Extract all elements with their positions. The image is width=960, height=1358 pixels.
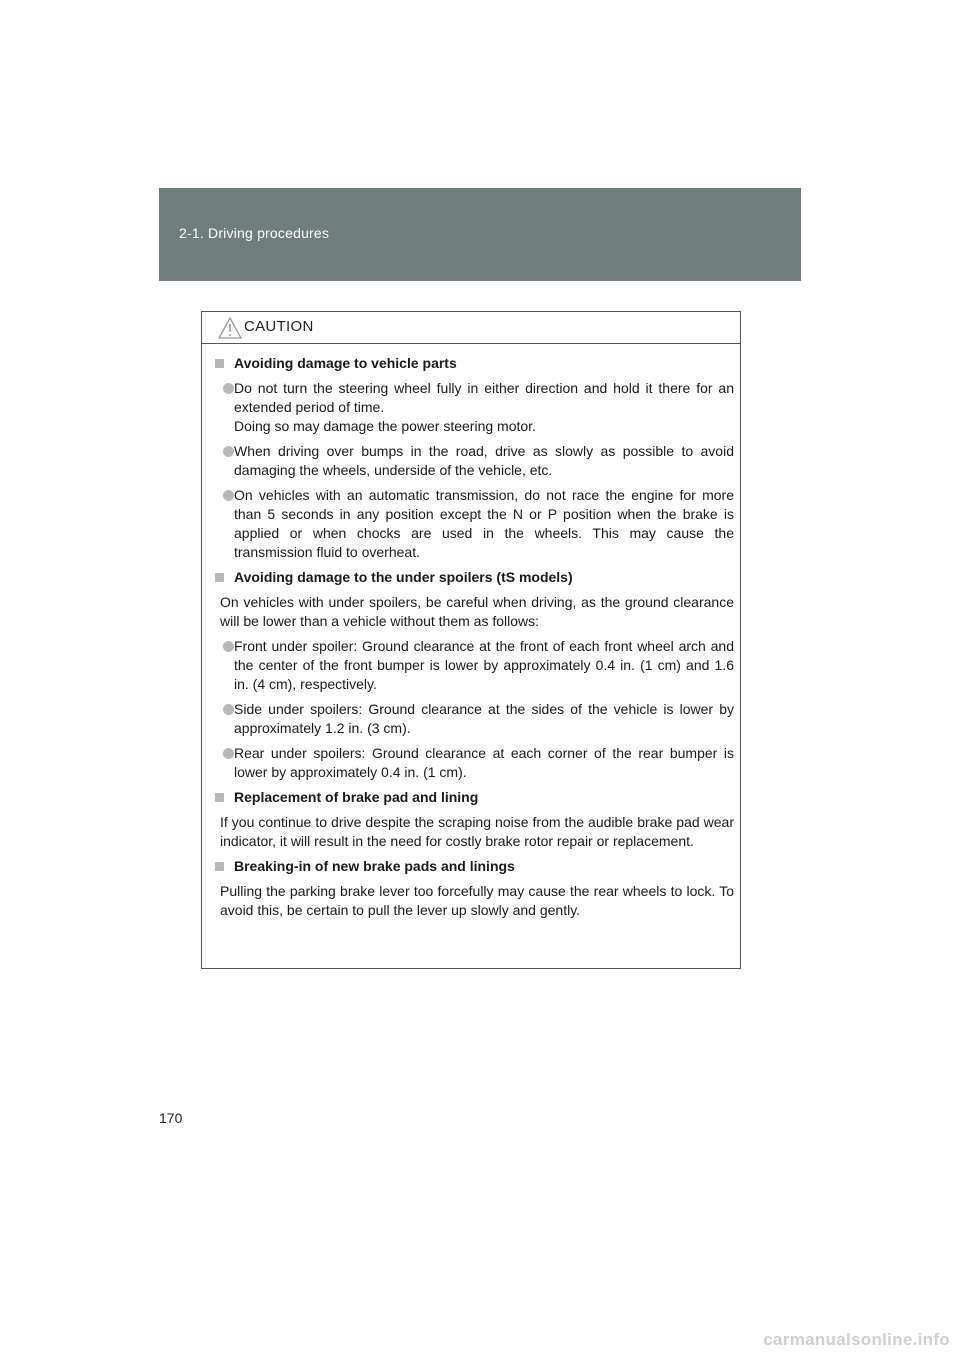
section-title: 2-1. Driving procedures xyxy=(179,225,330,241)
circle-bullet-icon xyxy=(223,748,234,759)
page-number: 170 xyxy=(159,1110,183,1126)
caution-box xyxy=(201,311,741,969)
paragraph: Pulling the parking brake lever too forcefully may cause the rear wheels to lock. To avoid this, be certain to pull the lever up slowly and gently. xyxy=(220,883,734,918)
square-bullet-icon xyxy=(215,573,224,582)
circle-bullet-icon xyxy=(223,704,234,715)
watermark: carmanualsonline.info xyxy=(763,1330,950,1349)
circle-bullet-icon xyxy=(223,446,234,457)
list-item: On vehicles with an automatic transmission, do not race the engine for more than 5 seconds in any position except the N or P position when the brake is applied or when chocks are used in the wheels. This may cause the transmission fluid to overheat. xyxy=(202,486,734,562)
list-item: When driving over bumps in the road, drive as slowly as possible to avoid damaging the wheels, underside of the vehicle, etc. xyxy=(202,442,734,480)
paragraph: On vehicles with under spoilers, be careful when driving, as the ground clearance will be lower than a vehicle without them as follows: xyxy=(220,594,734,629)
paragraph: If you continue to drive despite the scraping noise from the audible brake pad wear indicator, it will result in the need for costly brake rotor repair or replacement. xyxy=(220,814,734,849)
list-item: Front under spoiler: Ground clearance at the front of each front wheel arch and the center of the front bumper is lower by approximately 0.4 in. (1 cm) and 1.6 in. (4 cm), respectively. xyxy=(202,637,734,694)
list-item: Side under spoilers: Ground clearance at the sides of the vehicle is lower by approximately 1.2 in. (3 cm). xyxy=(202,700,734,738)
section-heading: Avoiding damage to vehicle parts xyxy=(202,354,734,373)
section-heading: Replacement of brake pad and lining xyxy=(202,788,734,807)
list-item: Do not turn the steering wheel fully in either direction and hold it there for an extended period of time. Doing so may damage the power steering motor. xyxy=(202,379,734,436)
caution-header xyxy=(202,312,740,344)
list-item: Rear under spoilers: Ground clearance at each corner of the rear bumper is lower by approximately 0.4 in. (1 cm). xyxy=(202,744,734,782)
caution-body xyxy=(202,344,740,920)
section-heading: Avoiding damage to the under spoilers (tS models) xyxy=(202,568,734,587)
square-bullet-icon xyxy=(215,862,224,871)
circle-bullet-icon xyxy=(223,490,234,501)
warning-triangle-icon xyxy=(218,317,242,339)
circle-bullet-icon xyxy=(223,383,234,394)
section-heading: Breaking-in of new brake pads and linings xyxy=(202,857,734,876)
square-bullet-icon xyxy=(215,359,224,368)
header-band xyxy=(159,188,801,281)
circle-bullet-icon xyxy=(223,641,234,652)
caution-title: CAUTION xyxy=(244,318,314,335)
square-bullet-icon xyxy=(215,793,224,802)
